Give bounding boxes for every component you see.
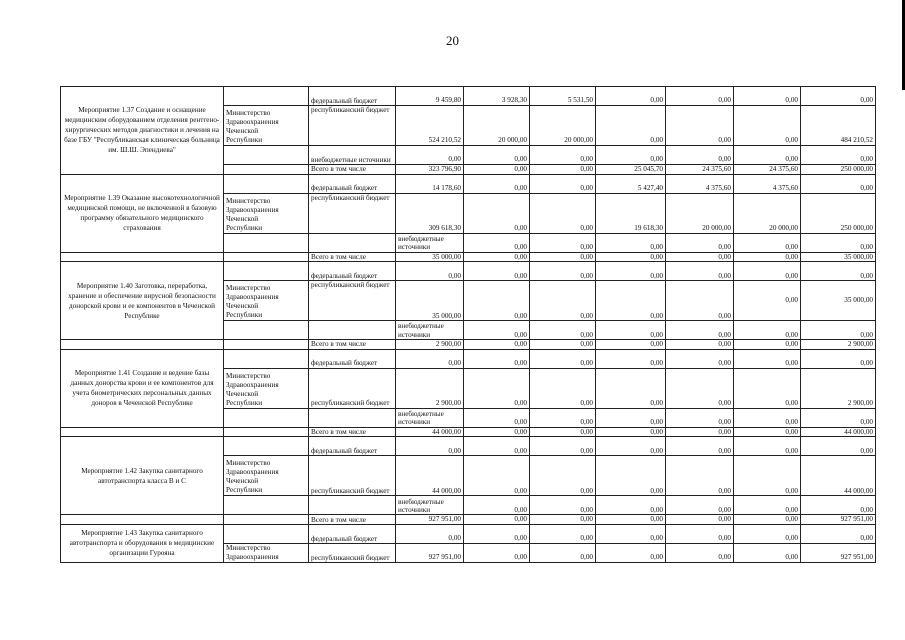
amount-year: 0,00 [734,456,801,496]
source-offbudget: внебюджетные источники [396,321,464,340]
amount-year: 0,00 [734,437,801,456]
source-federal: федеральный бюджет [309,437,396,456]
amount-year: 0,00 [596,408,666,427]
amount-year: 0,00 [530,146,596,165]
executor-line: Здравоохранения [226,380,279,389]
amount-year: 2 900,00 [801,340,876,350]
amount-year: 0,00 [596,233,666,252]
source-offbudget: внебюджетные источники [396,408,464,427]
budget-table [60,86,876,563]
event-title: Мероприятие 1.37 Создание и оснащение медицинским оборудованием отделения рентгено-хирургических методов диагностики и лечения на базе ГБУ "Республиканская клиническая больница им. Ш.Ш. Эпендиева" [61,87,224,175]
executor-line: Министерство [226,284,271,293]
amount-total: 2 900,00 [396,340,464,350]
executor-line: Республики [226,136,263,144]
amount-year: 0,00 [801,146,876,165]
amount-year: 0,00 [801,262,876,281]
executor-line: Здравоохранения [226,468,279,477]
amount-year: 0,00 [530,252,596,262]
executor-line: Министерство [226,109,271,117]
amount-year: 0,00 [596,524,666,543]
source-total: Всего в том числе [309,252,396,262]
executor-line: Чеченской [226,127,259,135]
amount-year: 0,00 [666,496,734,515]
amount-year: 0,00 [666,515,734,525]
amount-year: 0,00 [530,174,596,193]
source-federal: федеральный бюджет [309,87,396,106]
amount-year: 0,00 [596,437,666,456]
amount-year: 0,00 [464,193,530,233]
amount-year: 0,00 [734,524,801,543]
amount-year: 0,00 [464,146,530,165]
amount-year: 24 375,60 [734,165,801,175]
amount-year: 0,00 [801,437,876,456]
source-offbudget: внебюджетные источники [396,233,464,252]
amount-year: 0,00 [530,437,596,456]
amount-year: 3 928,30 [464,87,530,106]
executor-line: Здравоохранения [226,118,279,126]
table-row [61,427,876,437]
amount-year: 0,00 [734,87,801,106]
executor-line: Здравоохранения [226,552,279,561]
amount-total: 0,00 [396,437,464,456]
amount-year: 0,00 [801,408,876,427]
amount-year: 0,00 [666,262,734,281]
amount-year: 0,00 [666,146,734,165]
amount-year: 2 900,00 [801,368,876,408]
amount-year: 0,00 [464,281,530,321]
amount-total: 0,00 [464,496,530,515]
source-total: Всего в том числе [309,340,396,350]
amount-total: 0,00 [464,321,530,340]
executor-line: Чеченской [226,302,259,311]
amount-year: 20 000,00 [464,106,530,146]
source-republic: республиканский бюджет [309,106,396,146]
amount-year: 35 000,00 [801,252,876,262]
executor-line: Республики [226,223,263,232]
executor-cell [224,281,309,321]
amount-year: 0,00 [734,427,801,437]
table-row [61,349,876,368]
amount-year: 0,00 [734,368,801,408]
amount-year: 0,00 [734,106,801,146]
amount-year: 0,00 [666,524,734,543]
table-row [61,252,876,262]
source-republic: республиканский бюджет [309,456,396,496]
amount-year: 0,00 [734,146,801,165]
amount-year: 0,00 [666,349,734,368]
page-number: 20 [446,33,459,48]
amount-total: 0,00 [396,262,464,281]
executor-line: Чеченской [226,477,259,486]
amount-year: 0,00 [464,524,530,543]
source-federal: федеральный бюджет [309,349,396,368]
table-row [61,262,876,281]
amount-year: 0,00 [530,515,596,525]
amount-year: 0,00 [596,543,666,562]
amount-year: 0,00 [464,437,530,456]
amount-year: 0,00 [734,281,801,321]
amount-year: 0,00 [596,456,666,496]
amount-year: 0,00 [464,543,530,562]
source-total: Всего в том числе [309,427,396,437]
event-title: Мероприятие 1.40 Заготовка, переработка, хранение и обеспечение вирусной безопасности донорской крови и ее компонентов в Чеченской Республике [61,262,224,340]
amount-year: 0,00 [530,456,596,496]
executor-cell [224,543,309,562]
amount-year: 0,00 [530,543,596,562]
amount-year: 0,00 [530,262,596,281]
executor-line: Республики [226,486,263,495]
table-row [61,524,876,543]
amount-year: 0,00 [666,252,734,262]
source-offbudget: внебюджетные источники [396,496,464,515]
amount-total: 44 000,00 [396,427,464,437]
source-republic: республиканский бюджет [309,368,396,408]
amount-year: 19 618,30 [596,193,666,233]
amount-year: 5 427,40 [596,174,666,193]
executor-cell [224,106,309,146]
amount-year: 0,00 [530,165,596,175]
amount-year: 0,00 [801,233,876,252]
executor-cell [224,193,309,233]
amount-year: 44 000,00 [801,456,876,496]
amount-year: 0,00 [666,106,734,146]
amount-total: 44 000,00 [396,456,464,496]
source-republic: республиканский бюджет [309,543,396,562]
amount-year: 0,00 [464,349,530,368]
amount-year: 0,00 [530,524,596,543]
executor-cell [224,368,309,408]
amount-year: 0,00 [530,193,596,233]
executor-cell [224,456,309,496]
amount-year: 0,00 [596,340,666,350]
amount-year: 250 000,00 [801,193,876,233]
amount-year: 0,00 [666,456,734,496]
amount-total: 0,00 [396,146,464,165]
amount-year: 0,00 [666,87,734,106]
amount-year: 0,00 [596,252,666,262]
amount-year: 0,00 [464,174,530,193]
amount-year: 0,00 [801,174,876,193]
amount-year: 20 000,00 [530,106,596,146]
amount-year: 0,00 [666,340,734,350]
executor-line: Министерство [226,196,271,205]
amount-year: 0,00 [464,262,530,281]
event-title: Мероприятие 1.39 Оказание высокотехнологичной медицинской помощи, не включенной в базовую программу обязательного медицинского страхования [61,174,224,252]
event-title: Мероприятие 1.41 Создание и ведение базы данных донорства крови и ее компонентов для учета биометрических персональных данных доноров в Чеченской Республике [61,349,224,427]
amount-year: 0,00 [530,349,596,368]
amount-year: 0,00 [464,515,530,525]
amount-year: 0,00 [801,349,876,368]
executor-line: Чеченской [226,214,259,223]
amount-year: 0,00 [464,165,530,175]
amount-year: 0,00 [734,252,801,262]
amount-year: 0,00 [596,349,666,368]
amount-year: 927 951,00 [801,515,876,525]
amount-year: 5 531,50 [530,87,596,106]
amount-year: 0,00 [666,321,734,340]
amount-total: 323 796,90 [396,165,464,175]
amount-year: 0,00 [666,281,734,321]
amount-year: 0,00 [464,368,530,408]
source-federal: федеральный бюджет [309,524,396,543]
executor-line: Чеченской [226,389,259,398]
amount-year: 0,00 [734,543,801,562]
amount-year: 0,00 [596,87,666,106]
amount-total: 0,00 [464,408,530,427]
amount-year: 0,00 [666,543,734,562]
amount-year: 0,00 [666,368,734,408]
amount-total: 14 178,60 [396,174,464,193]
table-row [61,340,876,350]
amount-year: 484 210,52 [801,106,876,146]
table-row [61,515,876,525]
amount-total: 35 000,00 [396,252,464,262]
amount-total: 0,00 [396,524,464,543]
amount-year: 0,00 [530,368,596,408]
amount-year: 0,00 [801,496,876,515]
amount-total: 309 618,30 [396,193,464,233]
amount-total: 927 951,00 [396,515,464,525]
amount-total: 927 951,00 [396,543,464,562]
amount-year: 0,00 [596,281,666,321]
amount-year: 0,00 [734,340,801,350]
amount-total: 9 459,80 [396,87,464,106]
amount-year: 0,00 [596,496,666,515]
table-row [61,87,876,106]
amount-year: 0,00 [530,233,596,252]
amount-year: 0,00 [666,427,734,437]
amount-year: 0,00 [596,368,666,408]
amount-total: 35 000,00 [396,281,464,321]
executor-line: Министерство [226,371,271,380]
amount-year: 0,00 [596,427,666,437]
event-title: Мероприятие 1.42 Закупка санитарного автотранспорта класса В и С [61,437,224,515]
amount-year: 250 000,00 [801,165,876,175]
amount-year: 0,00 [666,437,734,456]
executor-line: Министерство [226,459,271,468]
table-row [61,437,876,456]
executor-line: Здравоохранения [226,293,279,302]
event-title: Мероприятие 1.43 Закупка санитарного автотранспорта и оборудования в медицинские организации Гурояна [61,524,224,562]
amount-year: 0,00 [530,340,596,350]
amount-year: 0,00 [464,427,530,437]
executor-line: Министерство [226,543,271,552]
amount-year: 0,00 [734,321,801,340]
source-federal: федеральный бюджет [309,174,396,193]
amount-year: 0,00 [596,321,666,340]
amount-year: 0,00 [530,408,596,427]
amount-year: 4 375,60 [666,174,734,193]
amount-total: 2 900,00 [396,368,464,408]
amount-year: 0,00 [666,233,734,252]
amount-year: 24 375,60 [666,165,734,175]
amount-total: 0,00 [396,349,464,368]
amount-year: 0,00 [464,340,530,350]
amount-year: 0,00 [734,408,801,427]
source-federal: федеральный бюджет [309,262,396,281]
amount-year: 0,00 [734,515,801,525]
amount-year: 0,00 [530,496,596,515]
executor-line: Здравоохранения [226,205,279,214]
source-republic: республиканский бюджет [309,193,396,233]
source-total: Всего в том числе [309,165,396,175]
amount-year: 20 000,00 [734,193,801,233]
amount-year: 0,00 [734,349,801,368]
amount-year: 20 000,00 [666,193,734,233]
executor-line: Республики [226,311,263,320]
amount-year: 0,00 [530,321,596,340]
amount-year: 0,00 [596,146,666,165]
amount-year: 0,00 [801,524,876,543]
amount-year: 4 375,60 [734,174,801,193]
amount-year: 0,00 [530,281,596,321]
amount-year: 0,00 [530,427,596,437]
amount-year: 0,00 [596,515,666,525]
amount-year: 0,00 [464,456,530,496]
amount-year: 44 000,00 [801,427,876,437]
source-offbudget: внебюджетные источники [309,146,396,165]
amount-year: 0,00 [464,252,530,262]
amount-total: 0,00 [464,233,530,252]
source-total: Всего в том числе [309,515,396,525]
amount-year: 0,00 [596,262,666,281]
executor-line: Республики [226,398,263,407]
amount-year: 25 045,70 [596,165,666,175]
amount-total: 524 210,52 [396,106,464,146]
amount-year: 0,00 [801,87,876,106]
amount-year: 0,00 [734,262,801,281]
amount-year: 0,00 [801,321,876,340]
source-republic: республиканский бюджет [309,281,396,321]
amount-year: 0,00 [734,233,801,252]
amount-year: 927 951,00 [801,543,876,562]
amount-year: 35 000,00 [801,281,876,321]
amount-year: 0,00 [596,106,666,146]
amount-year: 0,00 [734,496,801,515]
amount-year: 0,00 [666,408,734,427]
table-row [61,174,876,193]
